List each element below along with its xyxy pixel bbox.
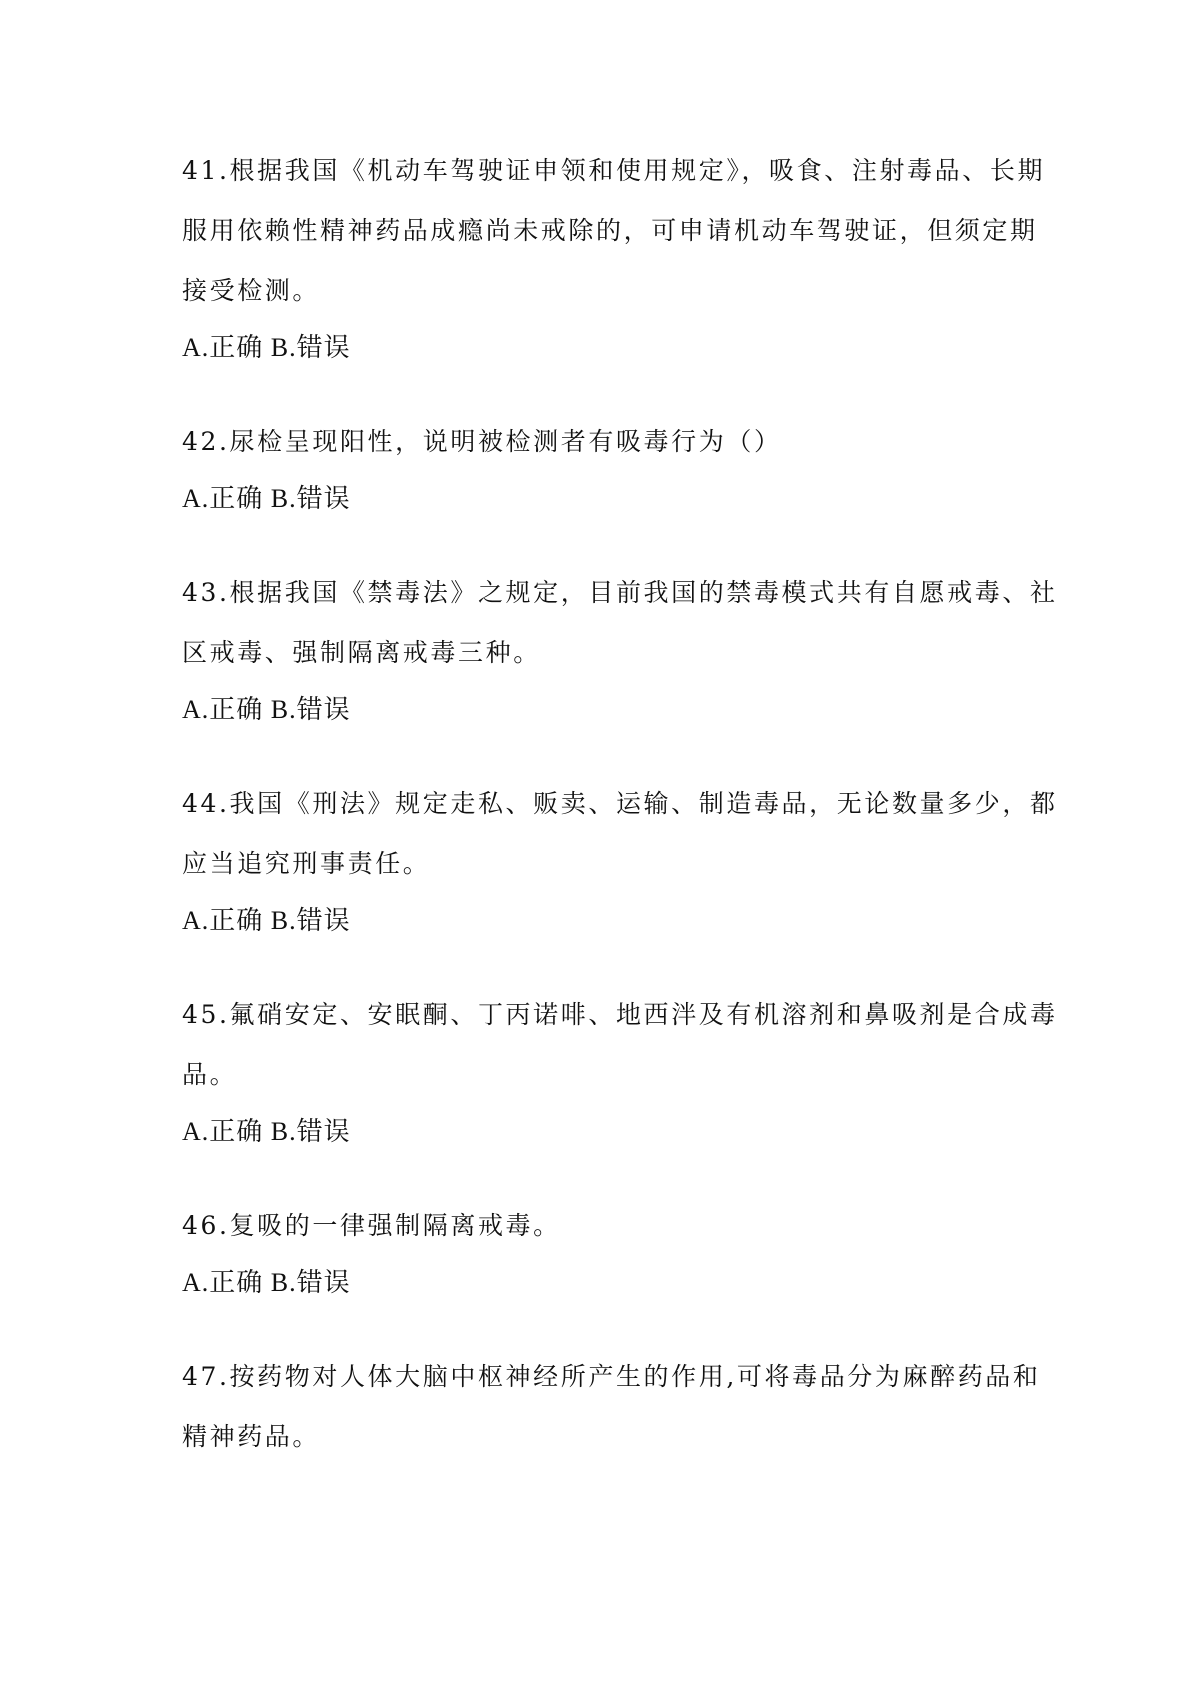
question-46-options: A.正确 B.错误 [182,1268,351,1297]
question-45-options: A.正确 B.错误 [182,1117,351,1146]
question-43-options: A.正确 B.错误 [182,695,351,724]
question-44-line-1: 44.我国《刑法》规定走私、贩卖、运输、制造毒品，无论数量多少，都 [182,789,1058,818]
question-43-line-1: 43.根据我国《禁毒法》之规定，目前我国的禁毒模式共有自愿戒毒、社 [182,578,1058,607]
question-41-line-1: 41.根据我国《机动车驾驶证申领和使用规定》，吸食、注射毒品、长期 [182,156,1046,185]
question-47-line-1: 47.按药物对人体大脑中枢神经所产生的作用,可将毒品分为麻醉药品和 [182,1362,1041,1391]
question-41-line-2: 服用依赖性精神药品成瘾尚未戒除的，可申请机动车驾驶证，但须定期 [182,216,1038,245]
question-43-line-2: 区戒毒、强制隔离戒毒三种。 [182,638,541,667]
question-42-line-1: 42.尿检呈现阳性，说明被检测者有吸毒行为（） [182,427,782,456]
question-42-options: A.正确 B.错误 [182,484,351,513]
question-41-options: A.正确 B.错误 [182,333,351,362]
question-44-line-2: 应当追究刑事责任。 [182,849,431,878]
question-46-line-1: 46.复吸的一律强制隔离戒毒。 [182,1211,561,1240]
question-45-line-1: 45.氟硝安定、安眠酮、丁丙诺啡、地西泮及有机溶剂和鼻吸剂是合成毒 [182,1000,1058,1029]
question-41-line-3: 接受检测。 [182,276,321,305]
question-45-line-2: 品。 [182,1060,238,1089]
question-47-line-2: 精神药品。 [182,1422,321,1451]
question-44-options: A.正确 B.错误 [182,906,351,935]
